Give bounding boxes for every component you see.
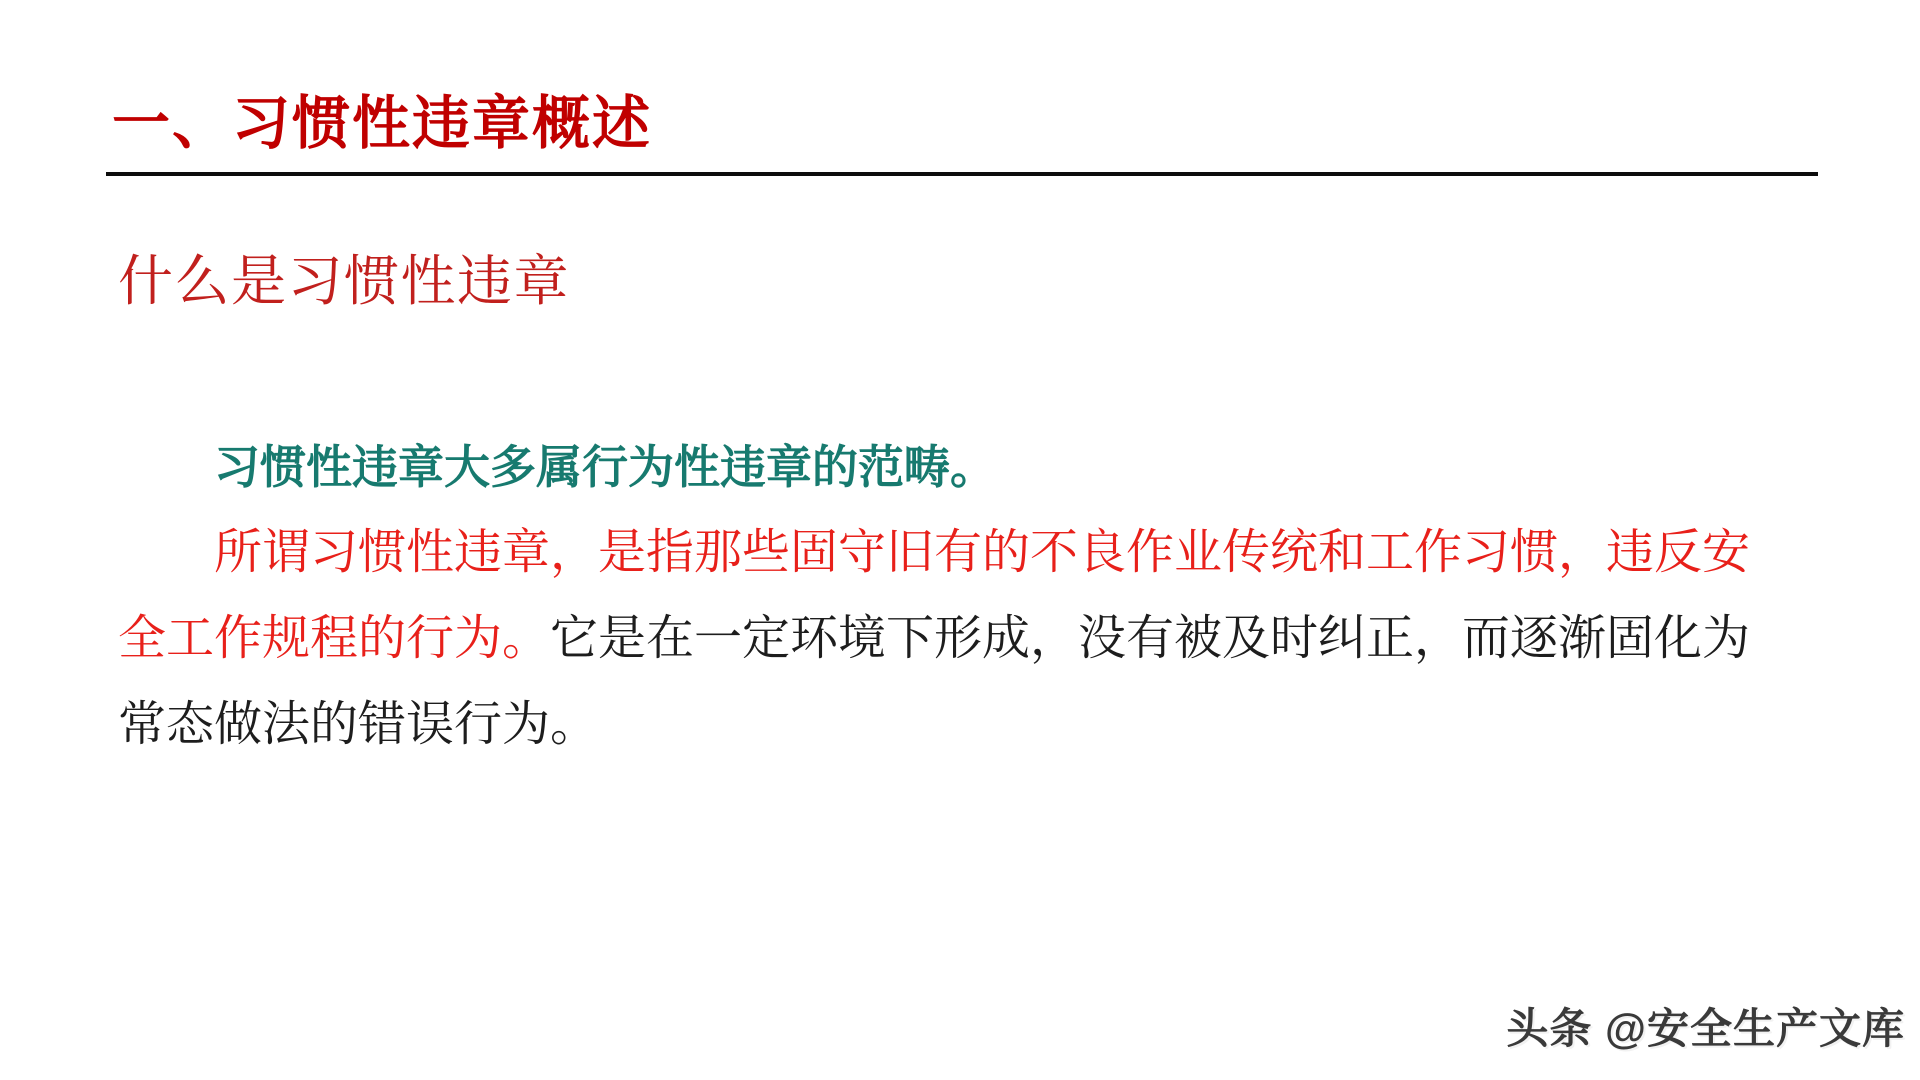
text-segment: 全工作规程的行为。 — [118, 612, 551, 665]
paragraph-line — [118, 682, 1818, 768]
subtitle: 什么是习惯性违章 — [118, 250, 571, 312]
paragraph-line — [118, 596, 1818, 682]
body-paragraph — [118, 510, 1818, 768]
section-title: 一、习惯性违章概述 — [112, 91, 653, 156]
text-segment: 它是在一定环境下形成，没有被及时纠正，而逐渐固化为 — [550, 612, 1751, 665]
emphasis-line: 习惯性违章大多属行为性违章的范畴。 — [214, 441, 996, 493]
watermark: 头条 @安全生产文库 — [1506, 1005, 1905, 1052]
paragraph-line — [118, 510, 1818, 596]
body-content — [118, 424, 1818, 768]
text-segment: 常态做法的错误行为。 — [118, 698, 599, 751]
title-underline — [106, 172, 1818, 176]
text-segment: 所谓习惯性违章，是指那些固守旧有的不良作业传统和工作习惯，违反安 — [214, 526, 1751, 579]
